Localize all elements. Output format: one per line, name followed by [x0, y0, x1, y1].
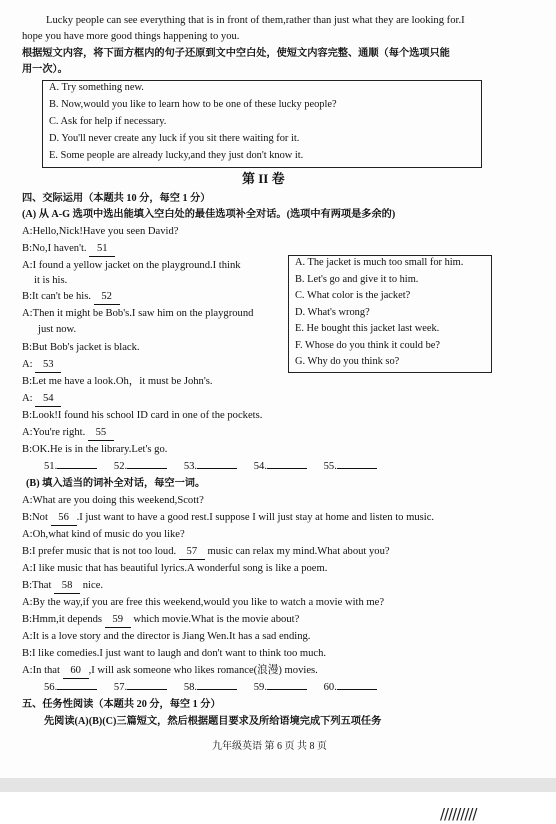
passage-line-1: Lucky people can see everything that is in front of them,rather than just what they are looking for.I	[46, 15, 465, 26]
dialogue-line: just now.	[38, 324, 77, 335]
answer-blank[interactable]	[197, 468, 237, 469]
dialogue-text: A:You're right.	[22, 427, 86, 438]
answer-num: 51.	[44, 461, 58, 472]
section4-partA-title: (A) 从 A-G 选项中选出能填入空白处的最佳选项补全对话。(选项中有两项是多余的)	[22, 209, 396, 220]
blank-60[interactable]: 60	[63, 664, 89, 679]
volume-title: 第 II 卷	[242, 171, 285, 186]
answer-num: 53.	[183, 461, 198, 472]
blank-51[interactable]: 51	[89, 242, 115, 257]
section4-partB-title: (B) 填入适当的词补全对话，每空一词。	[26, 478, 206, 489]
page-separator	[0, 778, 556, 792]
option-a: A. Try something new.	[49, 82, 144, 93]
answer-num: 55.	[323, 461, 337, 472]
blank-52[interactable]: 52	[94, 290, 120, 305]
dialogue-line	[22, 392, 61, 407]
dialogue-b-line: B:I like comedies.I just want to laugh and don't want to think too much.	[22, 648, 327, 659]
option-e: E. He bought this jacket last week.	[295, 323, 440, 334]
dialogue-b-line: A:What are you doing this weekend,Scott?	[22, 495, 204, 506]
blank-54[interactable]: 54	[35, 392, 61, 407]
dialogue-line	[22, 358, 61, 373]
option-c: C. What color is the jacket?	[295, 290, 411, 301]
answer-num: 56.	[44, 682, 58, 693]
dialogue-text: B:Hmm,it depends	[22, 614, 103, 625]
answer-blank[interactable]	[127, 689, 167, 690]
dialogue-text: which movie.What is the movie about?	[133, 614, 300, 625]
dialogue-line: B:OK.He is in the library.Let's go.	[22, 444, 168, 455]
option-g: G. Why do you think so?	[295, 356, 400, 367]
instruction-line-2: 用一次）。	[22, 64, 68, 75]
dialogue-line: A:Then it might be Bob's.I saw him on the playground	[22, 308, 254, 319]
dialogue-b-line	[22, 613, 299, 628]
passage-line-2: hope you have more good things happening to you.	[22, 31, 240, 42]
dialogue-text: nice.	[82, 580, 104, 591]
dialogue-line: B:Let me have a look.Oh，it must be John's.	[22, 376, 213, 387]
options-box-1	[42, 80, 482, 168]
answer-row-b	[44, 681, 377, 695]
section5-instruction: 先阅读(A)(B)(C)三篇短文，然后根据题目要求及所给语境完成下列五项任务	[44, 716, 382, 727]
answer-blank[interactable]	[197, 689, 237, 690]
answer-blank[interactable]	[127, 468, 167, 469]
blank-55[interactable]: 55	[88, 426, 114, 441]
dialogue-b-line: A:I like music that has beautiful lyrics.A wonderful song is like a poem.	[22, 563, 328, 574]
dialogue-text: A:In that	[22, 665, 60, 676]
blank-56[interactable]: 56	[51, 511, 77, 526]
dialogue-text: .I just want to have a good rest.I suppose I will just stay at home and listen to music.	[76, 512, 435, 523]
blank-58[interactable]: 58	[54, 579, 80, 594]
answer-blank[interactable]	[337, 468, 377, 469]
answer-blank[interactable]	[337, 689, 377, 690]
dialogue-text: A:	[22, 359, 33, 370]
answer-num: 58.	[183, 682, 198, 693]
answer-num: 57.	[113, 682, 128, 693]
option-b: B. Let's go and give it to him.	[295, 273, 419, 285]
blank-57[interactable]: 57	[179, 545, 205, 560]
page-footer: 九年级英语 第 6 页 共 8 页	[212, 741, 327, 752]
dialogue-text: ,I will ask someone who likes romance(浪漫) movies.	[88, 665, 318, 676]
dialogue-text: B:Not	[22, 512, 48, 523]
dialogue-b-line: A:By the way,if you are free this weekend,would you like to watch a movie with me?	[22, 597, 385, 608]
option-b: B. Now,would you like to learn how to be one of these lucky people?	[49, 99, 337, 110]
section4-title: 四、交际运用（本题共 10 分，每空 1 分）	[22, 193, 211, 204]
option-a: A. The jacket is much too small for him.	[295, 257, 464, 268]
dialogue-line: it is his.	[34, 275, 68, 286]
option-f: F. Whose do you think it could be?	[295, 339, 441, 351]
dialogue-line: A:Hello,Nick!Have you seen David?	[22, 226, 179, 237]
dialogue-text: music can relax my mind.What about you?	[207, 546, 390, 557]
slash-marks: /////////	[440, 805, 477, 823]
option-c: C. Ask for help if necessary.	[49, 116, 167, 127]
options-box-2	[288, 255, 492, 373]
dialogue-text: A:	[22, 393, 33, 404]
instruction-line-1: 根据短文内容，将下面方框内的句子还原到文中空白处，使短文内容完整、通顺（每个选项只能	[22, 48, 450, 59]
answer-num: 60.	[323, 682, 337, 693]
option-e: E. Some people are already lucky,and they just don't know it.	[49, 150, 304, 161]
answer-blank[interactable]	[267, 689, 307, 690]
blank-59[interactable]: 59	[105, 613, 131, 628]
dialogue-line: B:Look!I found his school ID card in one of the pockets.	[22, 410, 263, 421]
blank-53[interactable]: 53	[35, 358, 61, 373]
dialogue-b-line	[22, 579, 103, 594]
dialogue-line: A:I found a yellow jacket on the playground.I think	[22, 260, 241, 271]
dialogue-b-line	[22, 511, 434, 526]
dialogue-b-line	[22, 664, 318, 679]
dialogue-text: B:No,I haven't.	[22, 243, 87, 254]
option-d: D. What's wrong?	[295, 306, 370, 318]
dialogue-line	[22, 290, 120, 305]
answer-num: 52.	[113, 461, 128, 472]
section5-title: 五、任务性阅读（本题共 20 分，每空 1 分）	[22, 699, 221, 710]
dialogue-line: B:But Bob's jacket is black.	[22, 342, 140, 353]
dialogue-line	[22, 426, 114, 441]
dialogue-text: B:It can't be his.	[22, 291, 91, 302]
answer-row-a	[44, 460, 377, 474]
dialogue-b-line: A:Oh,what kind of music do you like?	[22, 529, 185, 540]
option-d: D. You'll never create any luck if you sit there waiting for it.	[49, 133, 300, 144]
dialogue-b-line: A:It is a love story and the director is Jiang Wen.It has a sad ending.	[22, 631, 311, 642]
answer-blank[interactable]	[267, 468, 307, 469]
answer-num: 59.	[253, 682, 267, 693]
answer-blank[interactable]	[57, 468, 97, 469]
dialogue-b-line	[22, 545, 390, 560]
dialogue-text: B:I prefer music that is not too loud.	[22, 546, 177, 557]
answer-num: 54.	[253, 461, 267, 472]
dialogue-text: B:That	[22, 580, 52, 591]
answer-blank[interactable]	[57, 689, 97, 690]
dialogue-line	[22, 242, 115, 257]
